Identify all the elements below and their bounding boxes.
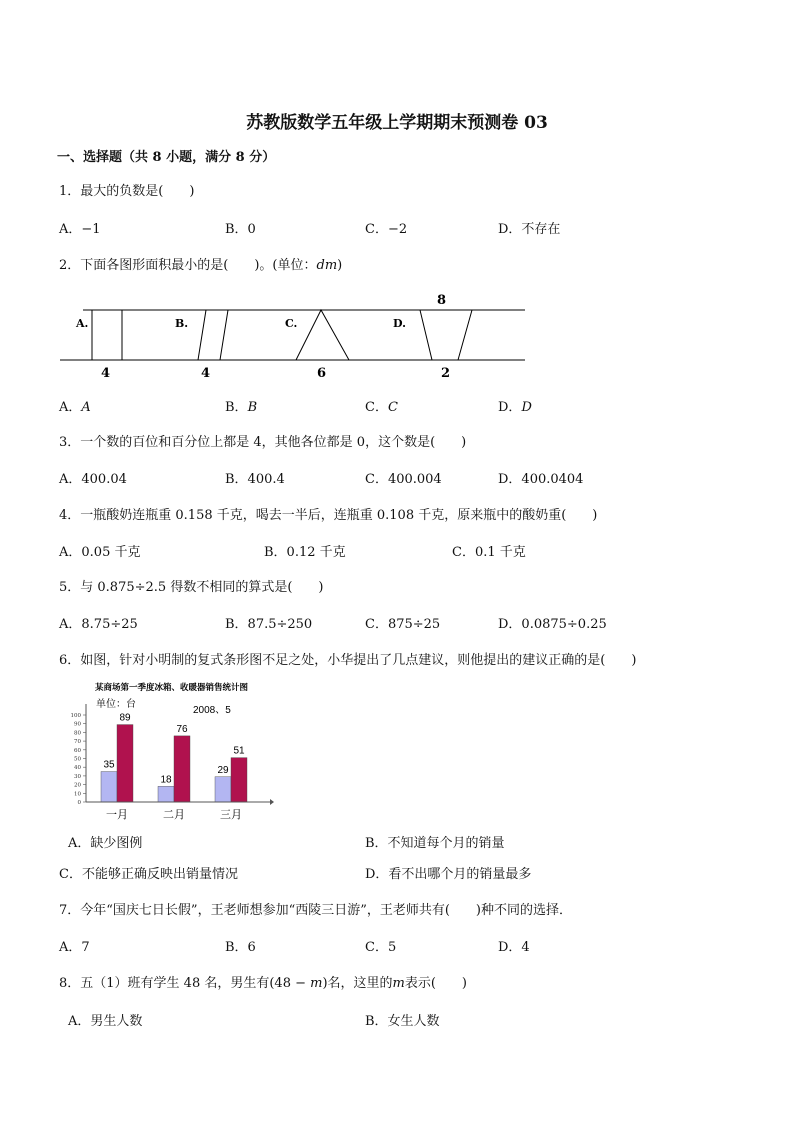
q5-option-d[interactable]: D．0.0875÷0.25 [498,617,607,632]
bar-chart [60,678,285,828]
bar-value-label: 29 [217,764,229,776]
bar-二月-series1 [158,786,174,802]
q5-option-c[interactable]: C．875÷25 [365,617,441,632]
q2-option-b-val: B [247,400,258,415]
q6-option-a[interactable]: A．缺少图例 [68,836,143,851]
question-3-stem: 3．一个数的百位和百分位上都是 4，其他各位都是 0，这个数是( ) [59,435,467,450]
question-5-stem: 5．与 0.875÷2.5 得数不相同的算式是( ) [59,580,324,595]
y-tick-label: 20 [74,782,81,789]
q2-stem-end: ) [337,258,343,273]
q4-option-b[interactable]: B．0.12 千克 [264,545,346,560]
q8-stem-c: 表示( ) [404,976,468,991]
shapes-figure [60,288,530,383]
bar-value-label: 89 [119,712,131,724]
q8-var-m: m [310,976,323,991]
chart-unit-label: 单位：台 [96,699,136,710]
q5-option-b[interactable]: B．87.5÷250 [225,617,313,632]
bar-三月-series1 [215,777,231,802]
q5-option-a[interactable]: A．8.75÷25 [59,617,138,632]
y-tick-label: 80 [74,730,81,737]
bar-value-label: 76 [176,723,188,735]
q8-stem-b: )名，这里的 [322,976,393,991]
q7-option-c[interactable]: C．5 [365,940,397,955]
q8-stem-a: 8．五（1）班有学生 48 名，男生有(48 − [59,976,311,991]
q7-option-b[interactable]: B．6 [225,940,256,955]
q2-option-a[interactable] [59,396,91,415]
q7-option-d[interactable]: D．4 [498,940,530,955]
q2-option-d-val: D [521,400,532,415]
q6-option-c[interactable]: C．不能够正确反映出销量情况 [59,867,238,882]
x-category-label: 三月 [220,808,242,821]
q2-option-b[interactable] [225,396,257,415]
q2-option-c-key: C． [365,400,388,415]
label-a: A. [76,317,89,330]
shape-a-rectangle [92,310,122,360]
bar-一月-series2 [117,725,133,802]
q2-option-d[interactable] [498,396,532,415]
y-tick-label: 10 [74,791,81,798]
base-d-2: 2 [441,366,451,381]
section-heading: 一、选择题（共 8 小题，满分 8 分） [57,150,276,165]
question-8-stem [59,972,467,991]
q2-unit: dm [316,258,338,273]
q1-option-a[interactable]: A．−1 [59,222,101,237]
bar-三月-series2 [231,758,247,802]
q1-option-d[interactable]: D．不存在 [498,222,561,237]
q4-option-a[interactable]: A．0.05 千克 [59,545,141,560]
label-c: C. [285,317,298,330]
chart-title: 某商场第一季度冰箱、收暖器销售统计图 [95,683,249,693]
label-d: D. [393,317,406,330]
label-b: B. [175,317,189,330]
q3-option-c[interactable]: C．400.004 [365,472,442,487]
x-axis-arrow [270,799,274,805]
y-tick-label: 30 [74,773,81,780]
shape-c-triangle [296,310,349,360]
q2-option-c[interactable] [365,396,398,415]
y-tick-label: 70 [74,739,81,746]
q2-stem-text: 2．下面各图形面积最小的是( )。(单位： [59,258,317,273]
x-category-label: 一月 [106,808,128,821]
question-1-stem: 1．最大的负数是( ) [59,184,195,199]
q2-option-d-key: D． [498,400,522,415]
shape-d-trapezoid [420,310,472,360]
q2-option-c-val: C [387,400,398,415]
shape-b-parallelogram [198,310,228,360]
q7-option-a[interactable]: A．7 [59,940,90,955]
bar-value-label: 35 [103,759,115,771]
base-c-6: 6 [317,366,327,381]
q6-option-b[interactable]: B．不知道每个月的销量 [365,836,505,851]
y-tick-label: 0 [77,800,81,806]
q3-option-b[interactable]: B．400.4 [225,472,285,487]
q8-option-b[interactable]: B．女生人数 [365,1014,440,1029]
base-a-4: 4 [101,366,111,381]
bar-value-label: 18 [160,774,172,786]
question-2-stem [59,254,342,273]
q8-var-m-2: m [392,976,405,991]
question-7-stem: 7．今年“国庆七日长假”，王老师想参加“西陵三日游”，王老师共有( )种不同的选择． [59,903,572,918]
q3-option-a[interactable]: A．400.04 [59,472,127,487]
y-tick-label: 40 [74,765,81,772]
q2-option-a-key: A． [59,400,82,415]
q8-option-a[interactable]: A．男生人数 [68,1014,143,1029]
base-b-4: 4 [201,366,211,381]
question-4-stem: 4．一瓶酸奶连瓶重 0.158 千克，喝去一半后，连瓶重 0.108 千克，原来瓶中的酸奶重( ) [59,508,598,523]
y-tick-label: 100 [70,713,81,719]
y-tick-label: 90 [74,721,81,728]
bar-value-label: 51 [233,745,245,757]
page-title: 苏教版数学五年级上学期期末预测卷 03 [246,113,548,133]
top-length-8: 8 [437,293,447,308]
q2-option-a-val: A [81,400,91,415]
y-tick-label: 50 [74,756,81,763]
bar-一月-series1 [101,772,117,802]
q6-option-d[interactable]: D．看不出哪个月的销量最多 [365,867,532,882]
q1-option-c[interactable]: C．−2 [365,222,408,237]
chart-date-label: 2008、5 [193,705,231,716]
q2-option-b-key: B． [225,400,248,415]
y-tick-label: 60 [74,747,81,754]
bar-二月-series2 [174,736,190,802]
q3-option-d[interactable]: D．400.0404 [498,472,584,487]
q4-option-c[interactable]: C．0.1 千克 [452,545,526,560]
x-category-label: 二月 [163,808,185,821]
question-6-stem: 6．如图，针对小明制的复式条形图不足之处，小华提出了几点建议，则他提出的建议正确的是( ) [59,653,637,668]
q1-option-b[interactable]: B．0 [225,222,256,237]
